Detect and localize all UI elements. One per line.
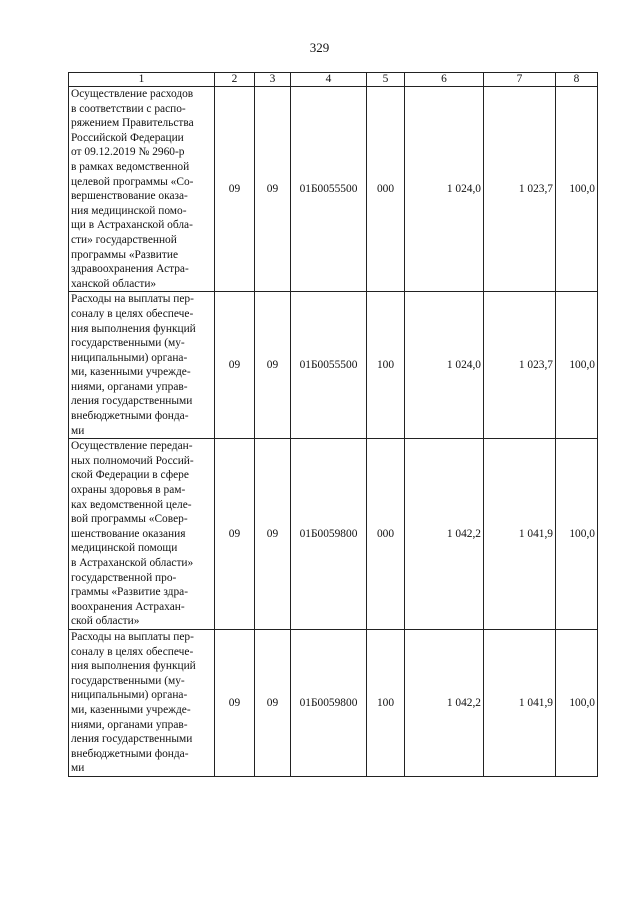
executed-amount: 1 041,9: [484, 439, 556, 630]
table-row: [69, 439, 598, 630]
description-line: целевой программы «Со-: [71, 175, 194, 188]
row-description: [69, 292, 215, 439]
table-header-row: [69, 73, 598, 87]
description-line: Российской Федерации: [71, 131, 184, 144]
approved-amount: 1 024,0: [405, 87, 484, 292]
description-line: ми: [71, 424, 85, 437]
executed-amount: 1 023,7: [484, 292, 556, 439]
description-line: шенствование оказания: [71, 527, 186, 540]
budget-table: [68, 72, 598, 777]
column-header: 6: [405, 73, 484, 87]
page-number: 329: [309, 40, 330, 55]
description-line: охраны здоровья в рам-: [71, 484, 186, 497]
description-line: граммы «Развитие здра-: [71, 586, 189, 599]
description-line: ми, казенными учрежде-: [71, 366, 191, 379]
description-line: ниципальными) органа-: [71, 689, 188, 702]
table-row: [69, 87, 598, 292]
description-line: внебюджетными фонда-: [71, 410, 189, 423]
target-article-code: 01Б0055500: [291, 292, 367, 439]
expense-type-code: 100: [367, 629, 405, 776]
description-line: ках ведомственной целе-: [71, 498, 192, 511]
description-line: соналу в целях обеспече-: [71, 645, 194, 658]
column-header: 4: [291, 73, 367, 87]
description-line: Осуществление расходов: [71, 88, 194, 100]
executed-amount: 1 023,7: [484, 87, 556, 292]
column-header: 2: [215, 73, 255, 87]
description-line: ния выполнения функций: [71, 322, 196, 335]
description-line: Расходы на выплаты пер-: [71, 630, 194, 643]
description-line: ханской области»: [71, 277, 157, 290]
description-line: от 09.12.2019 № 2960-р: [71, 146, 185, 159]
row-description: [69, 439, 215, 630]
column-header: 1: [69, 73, 215, 87]
description-line: программы «Развитие: [71, 248, 179, 261]
description-line: медицинской помощи: [71, 542, 178, 555]
subsection-code: 09: [255, 292, 291, 439]
description-line: ской Федерации в сфере: [71, 469, 189, 482]
section-code: 09: [215, 292, 255, 439]
table-row: [69, 292, 598, 439]
column-header: 7: [484, 73, 556, 87]
section-code: 09: [215, 439, 255, 630]
description-line: в соответствии с распо-: [71, 102, 186, 115]
description-line: внебюджетными фонда-: [71, 747, 189, 760]
description-line: ряжением Правительства: [71, 117, 194, 130]
subsection-code: 09: [255, 87, 291, 292]
description-line: здравоохранения Астра-: [71, 263, 189, 276]
description-line: соналу в целях обеспече-: [71, 307, 194, 320]
description-line: ми, казенными учрежде-: [71, 703, 191, 716]
description-line: государственными (му-: [71, 337, 185, 350]
section-code: 09: [215, 87, 255, 292]
description-line: государственными (му-: [71, 674, 185, 687]
description-line: в Астраханской области»: [71, 557, 194, 569]
column-header: 8: [556, 73, 598, 87]
description-line: вой программы «Совер-: [71, 513, 188, 526]
expense-type-code: 000: [367, 439, 405, 630]
description-line: ской области»: [71, 615, 140, 628]
description-line: ния выполнения функций: [71, 660, 196, 673]
description-line: ниями, органами управ-: [71, 718, 188, 731]
execution-percent: 100,0: [556, 87, 598, 292]
description-line: в рамках ведомственной: [71, 160, 190, 173]
execution-percent: 100,0: [556, 292, 598, 439]
target-article-code: 01Б0059800: [291, 629, 367, 776]
description-line: ных полномочий Россий-: [71, 454, 194, 467]
approved-amount: 1 042,2: [405, 439, 484, 630]
approved-amount: 1 024,0: [405, 292, 484, 439]
target-article-code: 01Б0055500: [291, 87, 367, 292]
row-description: [69, 629, 215, 776]
description-line: воохранения Астрахан-: [71, 600, 185, 613]
description-line: ния медицинской помо-: [71, 204, 187, 217]
description-line: государственной про-: [71, 571, 177, 584]
approved-amount: 1 042,2: [405, 629, 484, 776]
description-line: Расходы на выплаты пер-: [71, 293, 194, 306]
row-description: [69, 87, 215, 292]
column-header: 3: [255, 73, 291, 87]
expense-type-code: 000: [367, 87, 405, 292]
description-line: ления государственными: [71, 733, 193, 746]
description-line: ниципальными) органа-: [71, 351, 188, 364]
subsection-code: 09: [255, 629, 291, 776]
executed-amount: 1 041,9: [484, 629, 556, 776]
description-line: вершенствование оказа-: [71, 190, 188, 203]
expense-type-code: 100: [367, 292, 405, 439]
description-line: Осуществление передан-: [71, 440, 193, 453]
description-line: сти» государственной: [71, 233, 177, 246]
target-article-code: 01Б0059800: [291, 439, 367, 630]
execution-percent: 100,0: [556, 629, 598, 776]
table-row: [69, 629, 598, 776]
description-line: ления государственными: [71, 395, 193, 408]
section-code: 09: [215, 629, 255, 776]
subsection-code: 09: [255, 439, 291, 630]
description-line: ниями, органами управ-: [71, 380, 188, 393]
description-line: ми: [71, 762, 85, 775]
column-header: 5: [367, 73, 405, 87]
description-line: щи в Астраханской обла-: [71, 219, 193, 232]
execution-percent: 100,0: [556, 439, 598, 630]
